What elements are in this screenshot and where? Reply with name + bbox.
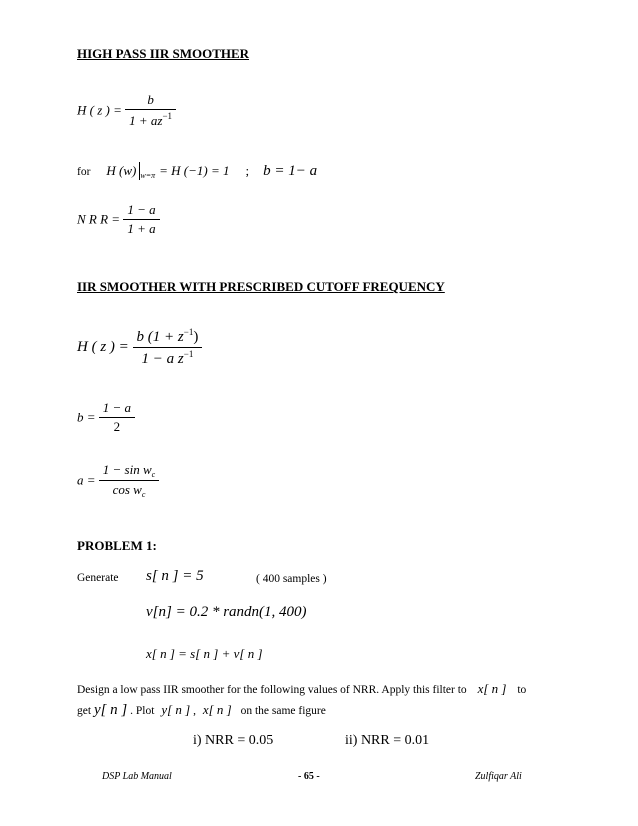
equation-hp-lhs: H ( z ) = — [77, 102, 122, 118]
nrr-lhs: N R R = — [77, 211, 121, 227]
instruction-line-1-text: Design a low pass IIR smoother for the following values of NRR. Apply this filter to — [77, 684, 467, 696]
instruction-line-1-end: to — [517, 684, 527, 696]
instruction-get: get — [77, 705, 92, 717]
fraction-b-num: 1 − a — [102, 400, 132, 415]
instruction-y-var-2: y[ n ] — [161, 702, 191, 717]
footer-right: Zulfiqar Ali — [475, 771, 522, 782]
footer-left: DSP Lab Manual — [102, 771, 172, 782]
fraction-a-num-text: 1 − sin w — [102, 462, 152, 477]
fraction-cutoff-den-sup: −1 — [183, 349, 194, 359]
option-i: i) NRR = 0.05 — [193, 733, 274, 748]
page-number: - 65 - — [298, 771, 320, 782]
fraction-b — [99, 400, 135, 435]
instruction-line-2-end: on the same figure — [240, 705, 326, 717]
instruction-x-var: x[ n ] — [477, 681, 507, 696]
fraction-cutoff-num-end: ) — [193, 329, 199, 345]
fraction-nrr-den: 1 + a — [123, 219, 159, 237]
instruction-line-2 — [77, 702, 326, 719]
condition-subscript: w=π — [140, 171, 156, 180]
fraction-cutoff-den — [133, 347, 203, 368]
section-title-high-pass: HIGH PASS IIR SMOOTHER — [77, 46, 250, 61]
fraction-hp-num: b — [147, 92, 154, 107]
instruction-comma: , — [193, 705, 196, 717]
fraction-a-den-text: cos w — [112, 482, 142, 497]
equation-x: x[ n ] = s[ n ] + v[ n ] — [146, 646, 263, 661]
problem-title: PROBLEM 1: — [77, 538, 157, 553]
fraction-hp — [125, 92, 176, 129]
condition-right: = H (−1) = 1 — [159, 163, 230, 178]
option-ii: ii) NRR = 0.01 — [345, 733, 430, 748]
instruction-y-var: y[ n ] — [93, 702, 128, 718]
equation-cutoff-transfer — [77, 327, 202, 368]
fraction-cutoff-den-text: 1 − a z — [141, 351, 184, 367]
fraction-nrr — [123, 202, 159, 237]
fraction-hp-den-text: 1 + az — [129, 113, 163, 128]
fraction-cutoff-num-text: b (1 + z — [136, 329, 184, 345]
section-title-cutoff: IIR SMOOTHER WITH PRESCRIBED CUTOFF FREQUENCY — [77, 279, 445, 294]
a-lhs: a = — [77, 472, 96, 488]
instruction-x-var-2: x[ n ] — [202, 702, 232, 717]
b-lhs: b = — [77, 409, 96, 425]
equation-hp-transfer — [77, 92, 176, 129]
samples-note: ( 400 samples ) — [256, 573, 327, 585]
equation-nrr — [77, 202, 160, 237]
instruction-plot: . Plot — [130, 705, 155, 717]
fraction-hp-den-sup: −1 — [162, 111, 173, 121]
fraction-hp-den — [125, 109, 176, 129]
fraction-nrr-num: 1 − a — [127, 202, 156, 217]
generate-label: Generate — [77, 572, 119, 584]
fraction-a-num-sub: c — [151, 470, 156, 479]
fraction-b-den: 2 — [99, 417, 135, 435]
fraction-a — [99, 462, 159, 499]
fraction-a-den-sub: c — [141, 490, 146, 499]
fraction-cutoff-num — [133, 327, 203, 347]
equation-s: s[ n ] = 5 — [146, 568, 204, 584]
semicolon: ; — [245, 163, 250, 178]
equation-v: v[n] = 0.2 * randn(1, 400) — [146, 604, 307, 620]
condition-left-text: H (w) — [106, 163, 137, 178]
b-equation: b = 1− a — [263, 163, 318, 179]
cutoff-lhs: H ( z ) = — [77, 339, 129, 355]
condition-line — [77, 162, 317, 180]
equation-b — [77, 400, 135, 435]
equation-a — [77, 462, 159, 499]
fraction-a-den — [99, 480, 159, 499]
instruction-line-1 — [77, 681, 526, 697]
fraction-cutoff — [133, 327, 203, 368]
condition-left — [106, 163, 155, 178]
fraction-a-num — [99, 462, 159, 480]
fraction-cutoff-num-sup: −1 — [183, 327, 194, 337]
for-label: for — [77, 166, 91, 178]
